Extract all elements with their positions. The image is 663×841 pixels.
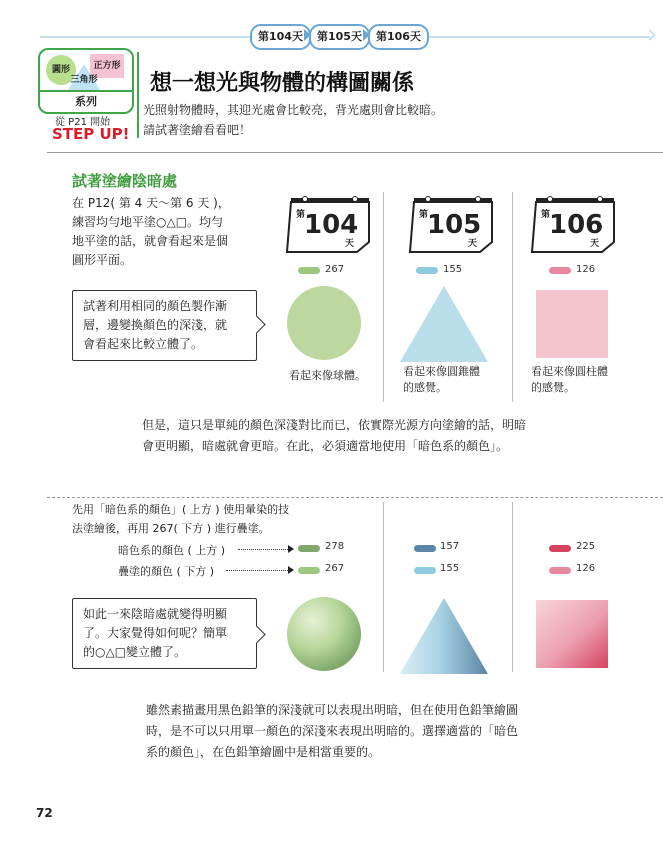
pencil-number: 126 xyxy=(576,563,596,574)
left-text xyxy=(72,194,252,270)
paragraph-line: 法塗繪後，再用 267( 下方 ) 進行疊塗。 xyxy=(72,522,270,535)
bubble-line: 層，邊變換顏色的深淺，就 xyxy=(83,318,228,332)
pencil-swatch-155 xyxy=(416,267,438,274)
calendar-suffix: 天 xyxy=(345,239,355,249)
caption-line: 看起來像圓柱體 xyxy=(531,365,608,378)
bubble-line: 的○△□變立體了。 xyxy=(83,645,187,659)
calendar-day-number: 104 xyxy=(304,210,359,240)
badge-circle: 圓形 xyxy=(46,55,76,85)
from-page-note: 從 P21 開始 xyxy=(55,117,111,128)
title-divider xyxy=(137,52,139,138)
pencil-number: 278 xyxy=(325,541,345,552)
badge-square: 正方形 xyxy=(90,54,124,78)
calendar-day-number: 105 xyxy=(427,210,482,240)
day-tab-104: 第104天 xyxy=(250,24,311,50)
shaded-cube-drawing xyxy=(536,600,610,670)
step-up-label: STEP UP! xyxy=(52,125,130,143)
left-text-line: 練習均勻地平塗○△□。均勻 xyxy=(72,215,224,229)
calendar-suffix: 天 xyxy=(468,239,478,249)
badge-triangle-label: 三角形 xyxy=(70,75,98,85)
badge-series-label: 系列 xyxy=(40,90,132,114)
pencil-swatch-278 xyxy=(298,545,320,552)
column-separator xyxy=(512,502,513,672)
pencil-number: 267 xyxy=(325,563,345,574)
overlay-color-label: 疊塗的顏色 ( 下方 ) xyxy=(118,565,215,578)
pencil-swatch-155 xyxy=(414,567,436,574)
calendar-prefix: 第 xyxy=(541,210,551,220)
flat-triangle-drawing xyxy=(398,284,490,364)
section-title: 試著塗繪陰暗處 xyxy=(72,172,178,190)
pencil-number: 155 xyxy=(440,563,460,574)
pencil-swatch-126 xyxy=(549,267,571,274)
bubble-line: 會看起來比較立體了。 xyxy=(83,337,204,351)
left-text-line: 在 P12( 第 4 天～第 6 天 )， xyxy=(72,196,230,210)
caption-line: 的感覺。 xyxy=(403,381,447,394)
column-separator xyxy=(383,502,384,672)
flat-square-drawing xyxy=(536,290,610,360)
pencil-swatch-267 xyxy=(298,567,320,574)
shaded-sphere-drawing xyxy=(284,594,364,674)
dark-color-label: 暗色系的顏色 ( 上方 ) xyxy=(118,544,226,557)
caption-line: 看起來像球體。 xyxy=(289,369,366,382)
calendar-prefix: 第 xyxy=(296,210,306,220)
intro-line: 光照射物體時，其迎光處會比較亮，背光處則會比較暗。 xyxy=(143,103,444,117)
pencil-swatch-267 xyxy=(298,267,320,274)
left-text-line: 圓形平面。 xyxy=(72,253,133,267)
bubble-line: 試著利用相同的顏色製作漸 xyxy=(83,299,228,313)
calendar-suffix: 天 xyxy=(590,239,600,249)
progress-end-arrow-icon xyxy=(644,29,655,40)
pencil-number: 157 xyxy=(440,541,460,552)
bottom-paragraph xyxy=(146,700,518,763)
leader-dots xyxy=(238,549,288,550)
caption-sphere xyxy=(289,368,366,384)
calendar-prefix: 第 xyxy=(419,210,429,220)
paragraph-line: 會更明顯，暗處就會更暗。在此，必須適當地使用「暗色系的顏色」。 xyxy=(142,439,509,453)
shaded-cone-drawing xyxy=(398,596,490,676)
arrow-right-icon xyxy=(288,545,294,553)
caption-line: 的感覺。 xyxy=(531,381,575,394)
intro-text xyxy=(143,100,443,140)
arrow-right-icon xyxy=(288,566,294,574)
section-divider xyxy=(47,497,663,498)
speech-bubble-2 xyxy=(72,598,257,669)
page-title: 想一想光與物體的構圖關係 xyxy=(150,71,415,96)
lower-intro xyxy=(72,500,289,538)
left-text-line: 地平塗的話，就會看起來是個 xyxy=(72,234,229,248)
speech-bubble-1 xyxy=(72,290,257,361)
column-separator xyxy=(383,192,384,402)
caption-line: 看起來像圓錐體 xyxy=(403,365,480,378)
page-number: 72 xyxy=(36,806,53,820)
paragraph-line: 雖然素描畫用黑色鉛筆的深淺就可以表現出明暗，但在使用色鉛筆繪圖 xyxy=(146,703,519,717)
caption-cone xyxy=(403,364,480,396)
bubble-line: 如此一來陰暗處就變得明顯 xyxy=(83,607,228,621)
day-tab-105: 第105天 xyxy=(309,24,370,50)
pencil-swatch-126 xyxy=(549,567,571,574)
paragraph-line: 系的顏色」，在色鉛筆繪圖中是相當重要的。 xyxy=(146,745,381,759)
pencil-number: 155 xyxy=(443,264,463,275)
middle-paragraph xyxy=(142,415,526,457)
intro-line: 請試著塗繪看看吧！ xyxy=(143,123,252,137)
column-separator xyxy=(512,192,513,402)
calendar-day-number: 106 xyxy=(549,210,604,240)
pencil-number: 267 xyxy=(325,264,345,275)
pencil-number: 126 xyxy=(576,264,596,275)
flat-circle-drawing xyxy=(284,283,364,363)
pencil-swatch-225 xyxy=(549,545,571,552)
caption-cylinder xyxy=(531,364,608,396)
pencil-swatch-157 xyxy=(414,545,436,552)
header-rule xyxy=(47,152,663,153)
series-badge xyxy=(38,48,134,114)
day-tab-106: 第106天 xyxy=(368,24,429,50)
leader-dots xyxy=(226,570,288,571)
bubble-line: 了。大家覺得如何呢？簡單 xyxy=(83,626,228,640)
pencil-number: 225 xyxy=(576,541,596,552)
paragraph-line: 但是，這只是單純的顏色深淺對比而已，依實際光源方向塗繪的話，明暗 xyxy=(142,418,527,432)
paragraph-line: 先用「暗色系的顏色」( 上方 ) 使用暈染的技 xyxy=(72,503,290,516)
paragraph-line: 時，是不可以只用單一顏色的深淺來表現出明暗的。選擇適當的「暗色 xyxy=(146,724,519,738)
